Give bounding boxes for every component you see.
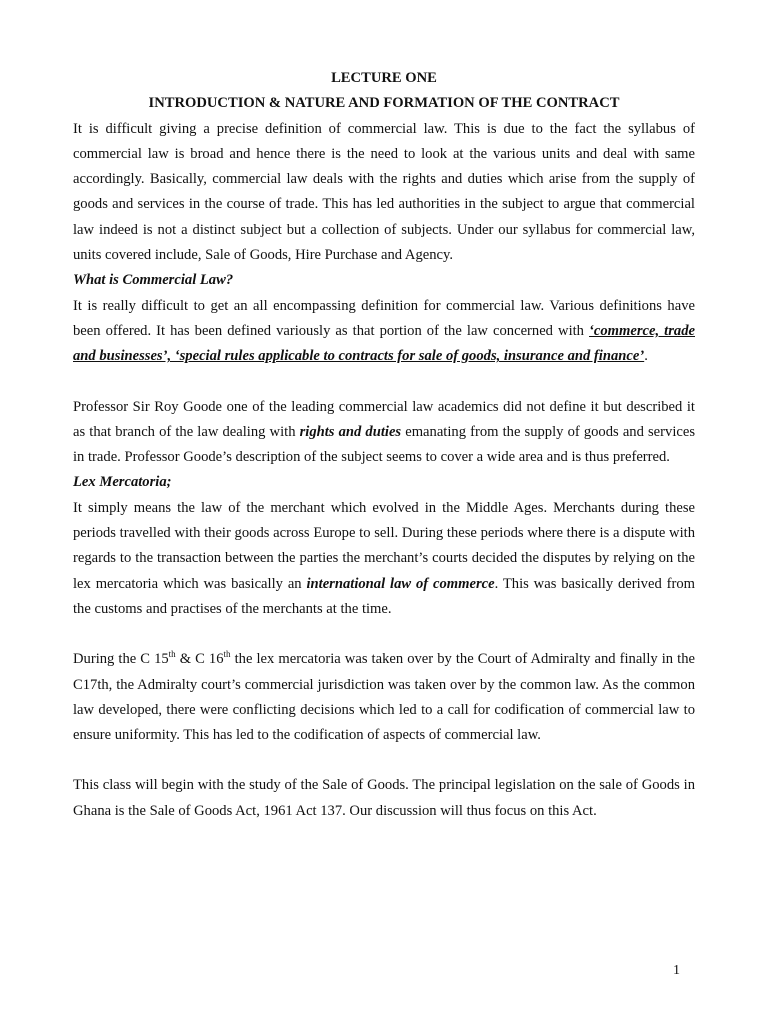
- heading-what-is-commercial-law: What is Commercial Law?: [73, 272, 234, 289]
- goode-bold: rights and duties: [299, 423, 402, 440]
- lex-text-a: It simply means the law of the merchant which evolved in the Middle Ages. Merchants during these periods travelled with their goods across Europe to sell. During these periods where there is a dispute with regards to the transaction between the parties the merchant’s courts decided the disputes by relying on the lex mercatoria which was basically an: [73, 499, 695, 592]
- lex-text-b: . This was basically derived from the customs and practises of the merchants at the time.: [73, 575, 695, 617]
- history-sup-1: th: [168, 649, 176, 660]
- history-sup-2: th: [223, 649, 231, 660]
- document-body: [73, 66, 695, 824]
- history-text-c: the lex mercatoria was taken over by the Court of Admiralty and finally in the C17th, the Admiralty court’s commercial jurisdiction was taken over by the common law. As the common law developed, there were conflicting decisions which led to a call for codification of commercial law to ensure uniformity. This has led to the codification of aspects of commercial law.: [73, 651, 695, 744]
- definition-paragraph: [73, 294, 695, 370]
- goode-text-a: Professor Sir Roy Goode one of the leading commercial law academics did not define it but described it as that branch of the law dealing with: [73, 398, 695, 440]
- intro-paragraph: It is difficult giving a precise definition of commercial law. This is due to the fact the syllabus of commercial law is broad and hence there is the need to look at the various units and deal with same accordingly. Basically, commercial law deals with the rights and duties which arise from the supply of goods and services in the course of trade. This has led authorities in the subject to argue that commercial law indeed is not a distinct subject but a collection of subjects. Under our syllabus for commercial law, units covered include, Sale of Goods, Hire Purchase and Agency.: [73, 120, 695, 264]
- lecture-title: LECTURE ONE: [331, 70, 437, 86]
- goode-paragraph: [73, 395, 695, 471]
- history-text-a: During the C 15: [73, 651, 169, 668]
- definition-end: .: [644, 348, 648, 365]
- history-text-b: & C 16: [175, 651, 224, 668]
- goode-text-b: emanating from the supply of goods and services in trade. Professor Goode’s description of the subject seems to cover a wide area and is thus preferred.: [73, 423, 696, 466]
- lex-bold: international law of commerce: [306, 575, 495, 592]
- lecture-subtitle: INTRODUCTION & NATURE AND FORMATION OF THE CONTRACT: [148, 95, 620, 112]
- definition-quote: ‘commerce, trade and businesses’, ‘special rules applicable to contracts for sale of goods, insurance and finance’: [73, 322, 695, 365]
- history-paragraph: [73, 647, 695, 748]
- page-number: 1: [673, 963, 680, 978]
- sale-of-goods-paragraph: This class will begin with the study of the Sale of Goods. The principal legislation on the sale of Goods in Ghana is the Sale of Goods Act, 1961 Act 137. Our discussion will thus focus on this Act.: [73, 777, 695, 819]
- lex-paragraph: [73, 496, 695, 622]
- definition-text: It is really difficult to get an all encompassing definition for commercial law. Various definitions have been offered. It has been defined variously as that portion of the law concerned with: [73, 297, 695, 339]
- heading-lex-mercatoria: Lex Mercatoria;: [73, 474, 172, 491]
